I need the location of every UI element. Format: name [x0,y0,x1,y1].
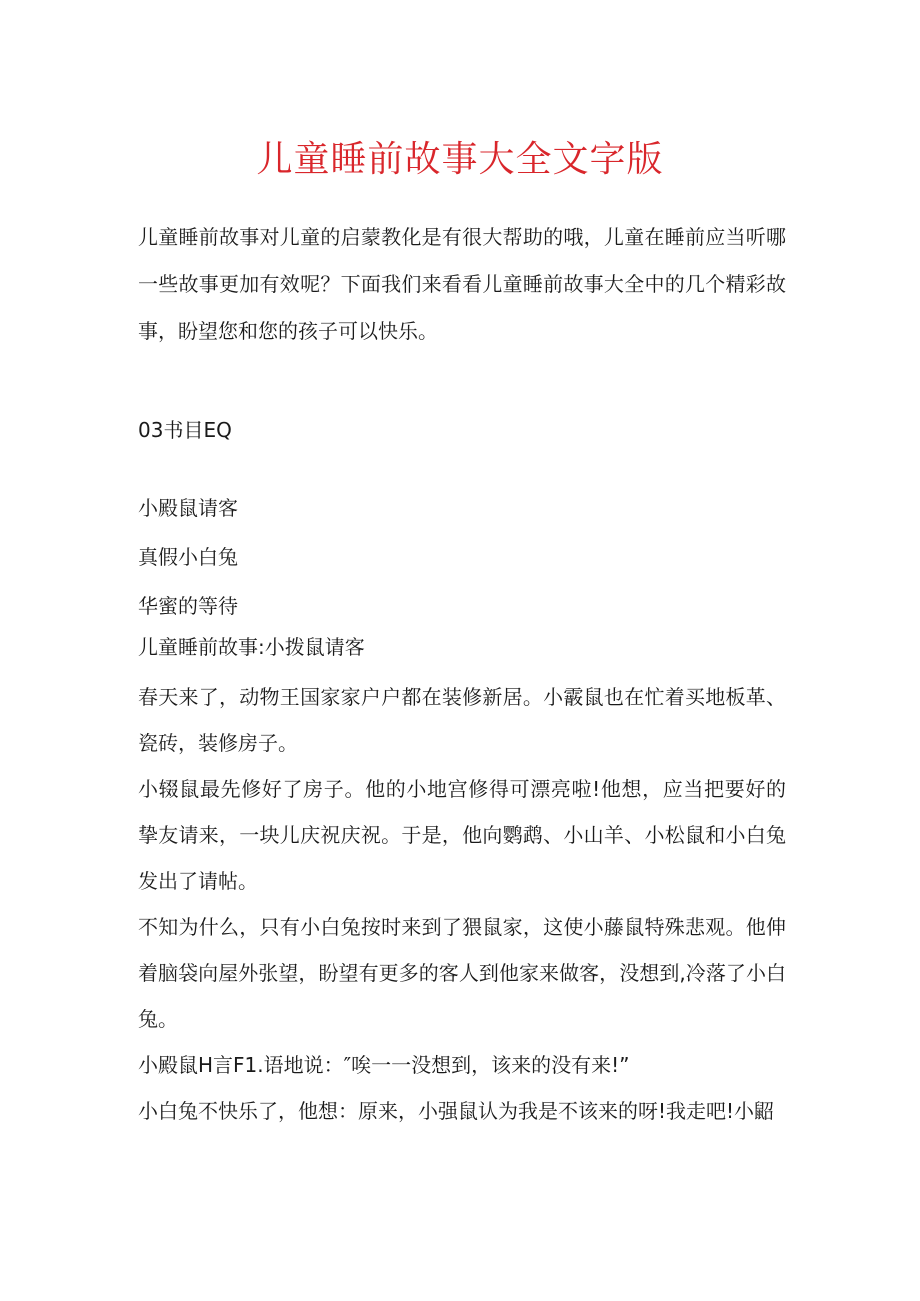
story-body [138,674,786,1134]
story-paragraph: 春天来了，动物王国家家户户都在装修新居。小霰鼠也在忙着买地板革、瓷砖，装修房子。 [138,685,786,755]
section-heading: 03书目EQ [138,418,232,442]
story-paragraph: 小辍鼠最先修好了房子。他的小地宫修得可漂亮啦!他想，应当把要好的挚友请来，一块儿庆祝庆祝。于是，他向鹦鹉、小山羊、小松鼠和小白兔发出了请帖。 [138,777,786,893]
story-paragraph: 小白兔不快乐了，他想：原来，小强鼠认为我是不该来的呀!我走吧!小鼦 [138,1099,775,1123]
story-list-item: 小殿鼠请客 [138,496,238,520]
document-title: 儿童睡前故事大全文字版 [256,139,664,180]
story-heading: 儿童睡前故事:小拨鼠请客 [138,635,365,659]
story-paragraph: 不知为什么，只有小白兔按时来到了猥鼠家，这使小藤鼠特殊悲观。他伸着脑袋向屋外张望，盼望有更多的客人到他家来做客，没想到,冷落了小白兔。 [138,915,786,1031]
story-list-item: 真假小白兔 [138,545,238,569]
story-list-item: 华蜜的等待 [138,594,238,618]
story-paragraph: 小殿鼠H言F1.语地说：″唉一一没想到，该来的没有来!” [138,1053,630,1077]
intro-paragraph: 儿童睡前故事对儿童的启蒙教化是有很大帮助的哦，儿童在睡前应当听哪一些故事更加有效呢？下面我们来看看儿童睡前故事大全中的几个精彩故事，盼望您和您的孩子可以快乐。 [138,225,786,343]
story-list [138,484,786,631]
